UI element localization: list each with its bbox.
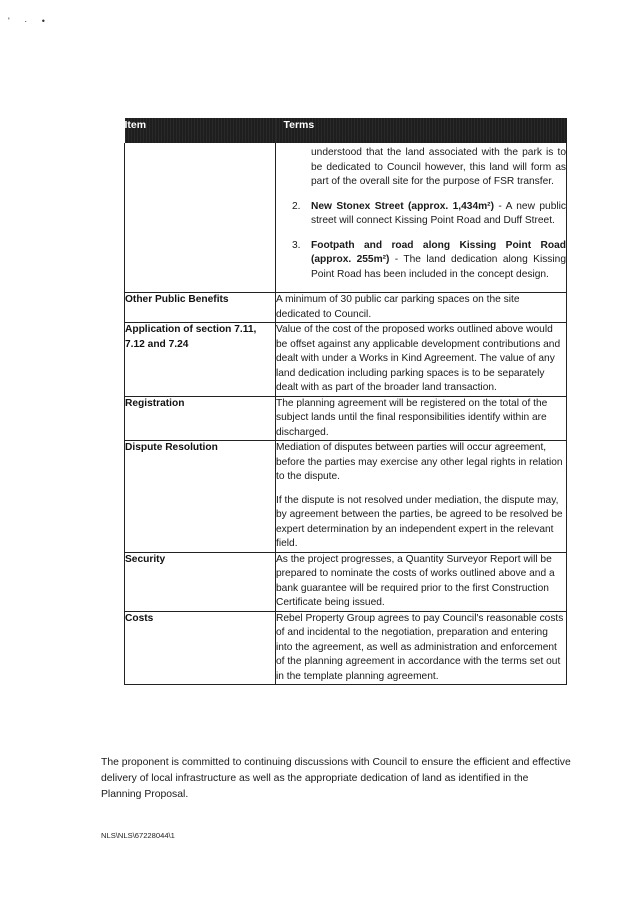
table-row <box>125 323 567 397</box>
item-cell: Registration <box>125 396 276 441</box>
terms-cell <box>276 611 567 685</box>
header-item: Item <box>125 118 276 143</box>
list-item-text: - The land dedication along Kissing Point Road has been included in the concept design. <box>311 254 566 280</box>
terms-cell <box>276 396 567 441</box>
terms-paragraph: The planning agreement will be registered on the total of the subject lands until the final responsibilities identify within are discharged. <box>276 397 548 438</box>
terms-paragraph: Mediation of disputes between parties will occur agreement, before the parties may exercise any other legal rights in relation to the dispute. <box>276 442 563 482</box>
dedication-list <box>276 200 566 283</box>
document-reference: NLS\NLS\67228044\1 <box>101 831 175 840</box>
table-row-continuation <box>125 143 567 293</box>
header-terms: Terms <box>276 118 567 143</box>
item-cell: Application of section 7.11, 7.12 and 7.24 <box>125 323 276 397</box>
table-row <box>125 552 567 611</box>
list-item <box>276 200 566 229</box>
terms-cell-continuation <box>276 143 567 293</box>
list-item <box>276 239 566 283</box>
list-item-text: - A new public street will connect Kissing Point Road and Duff Street. <box>311 200 566 226</box>
list-item-title: Footpath and road along Kissing Point Road (approx. 255m²) <box>311 239 566 265</box>
table-row <box>125 293 567 323</box>
terms-cell <box>276 323 567 397</box>
item-cell: Dispute Resolution <box>125 441 276 553</box>
terms-paragraph: A minimum of 30 public car parking spaces on the site dedicated to Council. <box>276 294 520 320</box>
scan-artifact-marks: ' · • <box>8 16 51 26</box>
terms-table <box>124 118 567 685</box>
continuation-text: understood that the land associated with the park is to be dedicated to Council however, this land will form as part of the overall site for the purpose of FSR transfer. <box>311 147 566 187</box>
item-cell: Security <box>125 552 276 611</box>
terms-cell <box>276 293 567 323</box>
terms-cell <box>276 441 567 553</box>
table-row <box>125 611 567 685</box>
terms-paragraph: Value of the cost of the proposed works outlined above would be offset against any applicable development contributions and dealt with under a Works in Kind Agreement. The value of any land dedication including parking spaces is to be separately dealt with as part of the broader land transaction. <box>276 324 561 393</box>
list-number: 2. <box>292 200 301 212</box>
item-cell: Costs <box>125 611 276 685</box>
list-number: 3. <box>292 239 301 251</box>
item-cell-empty <box>125 143 276 293</box>
item-cell: Other Public Benefits <box>125 293 276 323</box>
table-row <box>125 396 567 441</box>
list-item-title: New Stonex Street (approx. 1,434m²) <box>311 200 494 212</box>
closing-paragraph: The proponent is committed to continuing discussions with Council to ensure the efficient and effective delivery of local infrastructure as well as the appropriate dedication of land as identified in the Planning Proposal. <box>101 757 571 800</box>
table-row <box>125 441 567 553</box>
terms-paragraph: As the project progresses, a Quantity Surveyor Report will be prepared to nominate the costs of works outlined above and a bank guarantee will be required prior to the first Construction Certificate being issued. <box>276 553 555 608</box>
terms-paragraph: If the dispute is not resolved under mediation, the dispute may, by agreement between the parties, be agreed to be resolved be expert determination by an independent expert in the relevant field. <box>276 494 563 549</box>
terms-cell <box>276 552 567 611</box>
terms-paragraph: Rebel Property Group agrees to pay Council's reasonable costs of and incidental to the negotiation, preparation and entering into the agreement, as well as administration and enforcement of the planning agreement in accordance with the terms set out in the template planning agreement. <box>276 612 564 682</box>
table-header-row <box>125 118 567 143</box>
